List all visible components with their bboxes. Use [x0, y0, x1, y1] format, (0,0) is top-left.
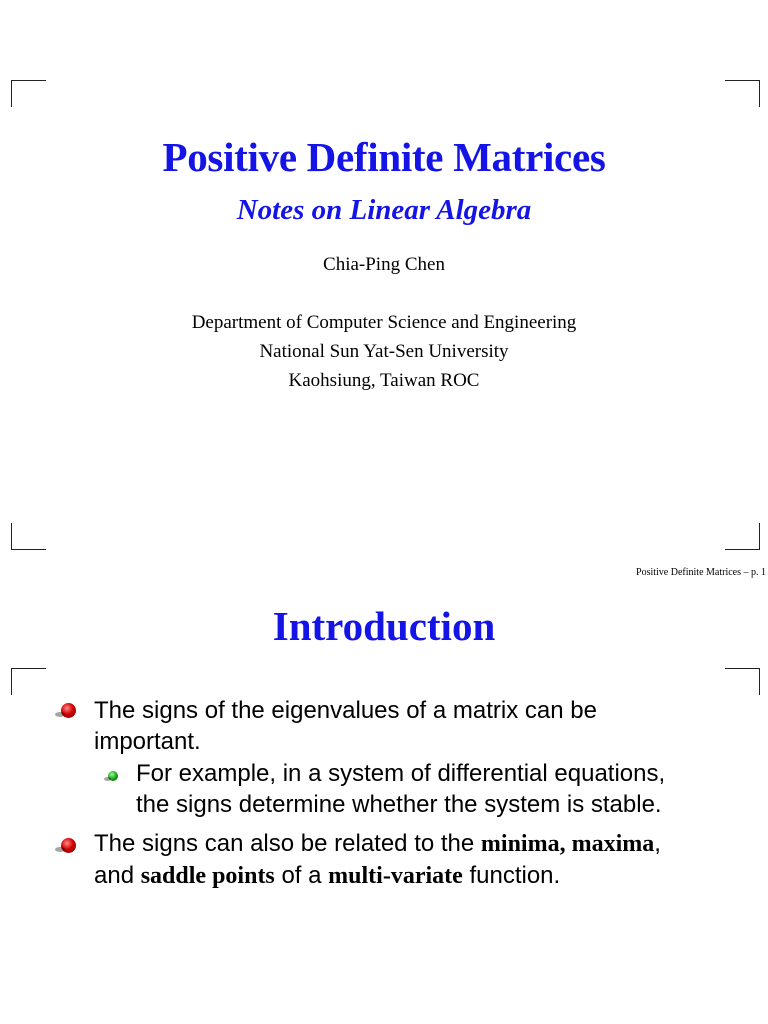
- author-name: Chia-Ping Chen: [323, 254, 445, 275]
- sub-bullet-item-1-line-1: For example, in a system of differential equations,: [136, 760, 666, 787]
- affiliation-location: Kaohsiung, Taiwan ROC: [288, 370, 480, 391]
- affiliation-department: Department of Computer Science and Engineering: [191, 312, 577, 333]
- term-saddle-points: saddle points: [140, 863, 275, 889]
- page-footer: Positive Definite Matrices – p. 1: [636, 567, 766, 578]
- crop-mark-top-left: [11, 80, 46, 107]
- section-title: Introduction: [272, 603, 496, 649]
- bullet-item-2-line-1: [94, 828, 661, 860]
- bullet-item-2: [94, 828, 661, 892]
- bullet-item-2-function: function.: [462, 862, 561, 889]
- bullet-red-icon-2: [61, 838, 76, 853]
- bullet-item-2-of-a: of a: [274, 862, 329, 889]
- bullet-item-2-line-2: [94, 860, 661, 892]
- bullet-red-icon: [61, 703, 76, 718]
- bullet-green-icon: [108, 771, 118, 781]
- crop-mark-bottom-left: [11, 523, 46, 550]
- affiliation-university: National Sun Yat-Sen University: [259, 341, 509, 362]
- bullet-item-2-text: The signs can also be related to the: [94, 830, 481, 857]
- slide-title: Positive Definite Matrices: [162, 134, 606, 180]
- crop-mark-top-left-2: [11, 668, 46, 695]
- term-minima-maxima: minima, maxima: [480, 831, 655, 857]
- bullet-item-1-line-1: The signs of the eigenvalues of a matrix can be: [94, 697, 597, 724]
- slide-subtitle: Notes on Linear Algebra: [236, 194, 532, 226]
- sub-bullet-item-1-line-2: the signs determine whether the system is stable.: [136, 791, 662, 818]
- bullet-item-1-line-2: important.: [94, 728, 201, 755]
- bullet-item-2-and: and: [94, 862, 141, 889]
- crop-mark-top-right-2: [725, 668, 760, 695]
- term-multi-variate: multi-variate: [328, 863, 463, 889]
- bullet-item-2-comma: ,: [654, 830, 661, 857]
- crop-mark-top-right: [725, 80, 760, 107]
- sub-bullet-item-1: [136, 758, 665, 820]
- crop-mark-bottom-right: [725, 523, 760, 550]
- bullet-item-1: [94, 695, 597, 757]
